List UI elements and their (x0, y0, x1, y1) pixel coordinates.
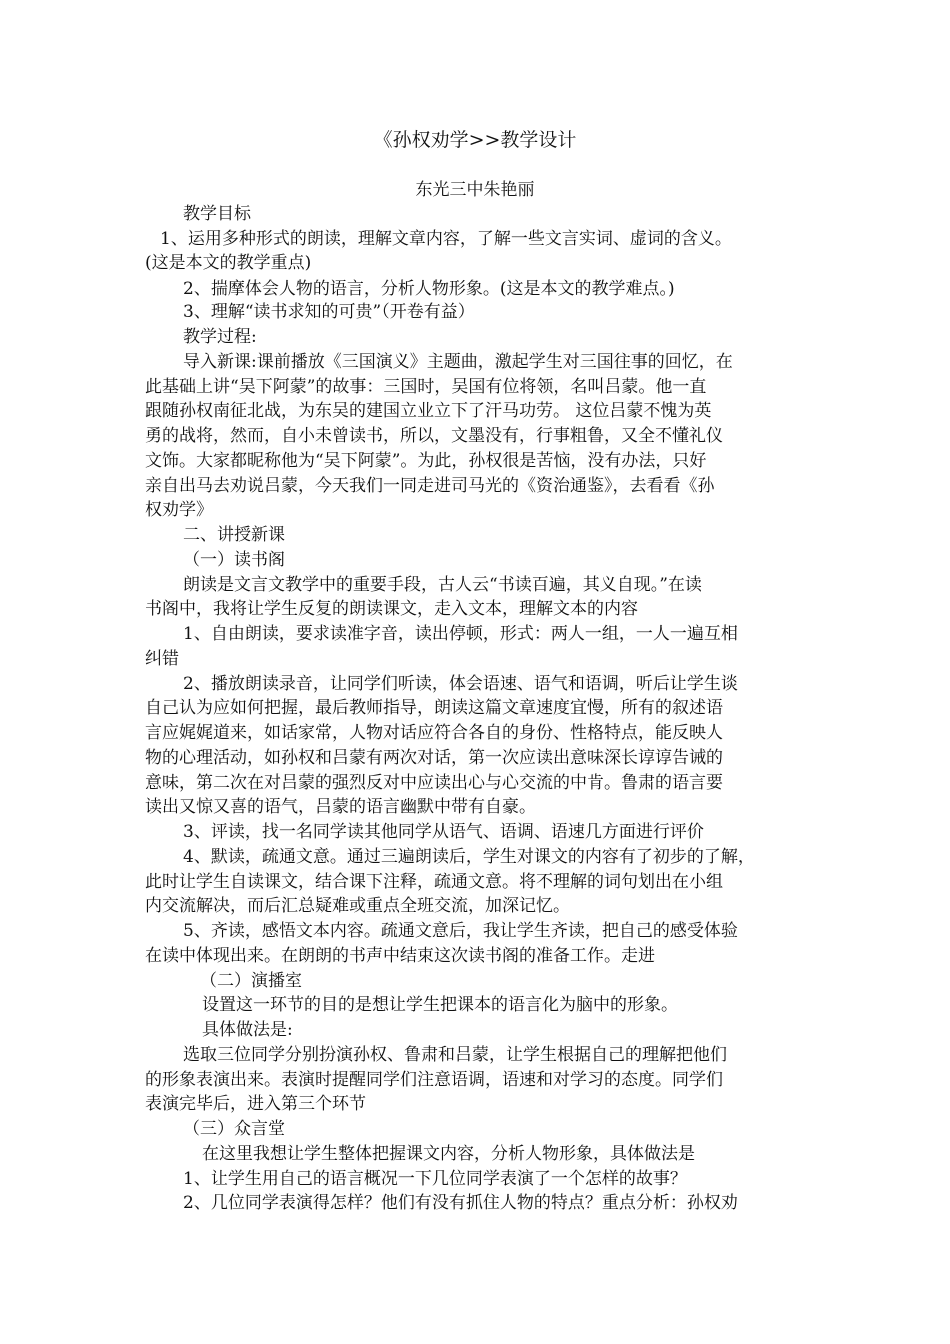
paragraph-line: 教学过程: (183, 327, 257, 347)
paragraph-line: 书阁中，我将让学生反复的朗读课文，走入文本，理解文本的内容 (145, 599, 638, 619)
paragraph-line: 亲自出马去劝说吕蒙，今天我们一同走进司马光的《资治通鉴》，去看看《孙 (145, 476, 715, 496)
paragraph-line: 2、播放朗读录音，让同学们听读，体会语速、语气和语调，听后让学生谈 (183, 674, 738, 694)
paragraph-line: 在这里我想让学生整体把握课文内容，分析人物形象，具体做法是 (202, 1144, 695, 1164)
paragraph-line: 物的心理活动，如孙权和吕蒙有两次对话，第一次应读出意味深长谆谆告诫的 (145, 748, 723, 768)
paragraph-line: (这是本文的教学重点) (145, 253, 312, 273)
paragraph-line: 读出又惊又喜的语气，吕蒙的语言幽默中带有自豪。 (145, 797, 536, 817)
paragraph-line: 内交流解决，而后汇总疑难或重点全班交流，加深记忆。 (145, 896, 570, 916)
paragraph-line: 5、齐读，感悟文本内容。疏通文意后，我让学生齐读，把自己的感受体验 (183, 921, 738, 941)
paragraph-line: 的形象表演出来。表演时提醒同学们注意语调，语速和对学习的态度。同学们 (145, 1070, 723, 1090)
subsection-heading: （二）演播室 (200, 971, 302, 991)
paragraph-line: 选取三位同学分别扮演孙权、鲁肃和吕蒙，让学生根据自己的理解把他们 (183, 1045, 727, 1065)
paragraph-line: 导入新课:课前播放《三国演义》主题曲，激起学生对三国往事的回忆，在 (183, 352, 733, 372)
paragraph-line: 教学目标 (183, 204, 251, 224)
paragraph-line: 表演完毕后，进入第三个环节 (145, 1094, 366, 1114)
paragraph-line: 2、几位同学表演得怎样？他们有没有抓住人物的特点？重点分析：孙权劝 (183, 1193, 738, 1213)
paragraph-line: 权劝学》 (145, 500, 213, 520)
paragraph-line: 在读中体现出来。在朗朗的书声中结束这次读书阁的准备工作。走进 (145, 946, 655, 966)
paragraph-line: 4、默读，疏通文意。通过三遍朗读后，学生对课文的内容有了初步的了解， (183, 847, 755, 867)
subsection-heading: （一）读书阁 (183, 550, 285, 570)
section-heading: 二、讲授新课 (183, 525, 285, 545)
document-title: 《孙权劝学>>教学设计 (373, 129, 577, 151)
paragraph-line: 自己认为应如何把握，最后教师指导，朗读这篇文章速度宜慢，所有的叙述语 (145, 698, 723, 718)
paragraph-line: 文饰。大家都昵称他为“吴下阿蒙”。为此，孙权很是苦恼，没有办法，只好 (145, 451, 707, 471)
paragraph-line: 朗读是文言文教学中的重要手段，古人云“书读百遍，其义自现。”在读 (183, 575, 702, 595)
paragraph-line: 3、评读，找一名同学读其他同学从语气、语调、语速几方面进行评价 (183, 822, 704, 842)
document-author: 东光三中朱艳丽 (415, 180, 535, 200)
paragraph-line: 纠错 (145, 649, 179, 669)
paragraph-line: 言应娓娓道来，如话家常，人物对话应符合各自的身份、性格特点，能反映人 (145, 723, 723, 743)
paragraph-line: 此基础上讲“吴下阿蒙”的故事：三国时，吴国有位将领，名叫吕蒙。他一直 (145, 377, 707, 397)
paragraph-line: 2、揣摩体会人物的语言，分析人物形象。(这是本文的教学难点。) (183, 279, 675, 299)
paragraph-line: 3、理解“读书求知的可贵”（开卷有益） (183, 302, 475, 322)
paragraph-line: 意味，第二次在对吕蒙的强烈反对中应读出心与心交流的中肯。鲁肃的语言要 (145, 773, 723, 793)
paragraph-line: 设置这一环节的目的是想让学生把课本的语言化为脑中的形象。 (202, 995, 678, 1015)
paragraph-line: 1、运用多种形式的朗读，理解文章内容，了解一些文言实词、虚词的含义。 (160, 229, 732, 249)
paragraph-line: 此时让学生自读课文，结合课下注释，疏通文意。将不理解的词句划出在小组 (145, 872, 723, 892)
paragraph-line: 勇的战将，然而，自小未曾读书，所以，文墨没有，行事粗鲁，又全不懂礼仪 (145, 426, 723, 446)
paragraph-line: 具体做法是: (202, 1020, 293, 1040)
paragraph-line: 1、自由朗读，要求读准字音，读出停顿，形式：两人一组，一人一遍互相 (183, 624, 738, 644)
paragraph-line: 1、让学生用自己的语言概况一下几位同学表演了一个怎样的故事？ (183, 1169, 687, 1189)
paragraph-line: 跟随孙权南征北战，为东吴的建国立业立下了汗马功劳。 这位吕蒙不愧为英 (145, 401, 712, 421)
subsection-heading: （三）众言堂 (183, 1119, 285, 1139)
